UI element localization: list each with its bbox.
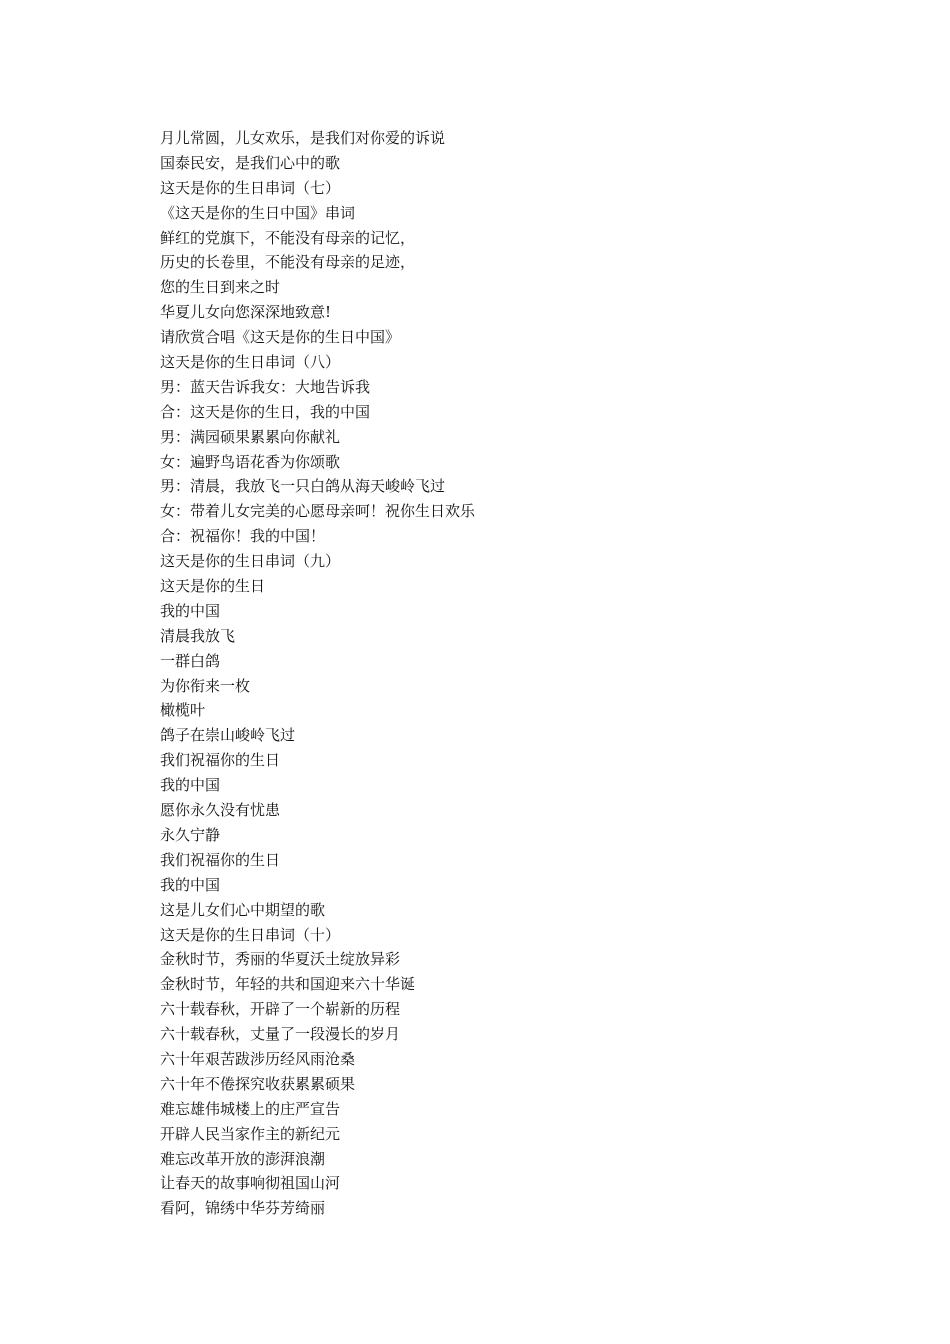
text-line: 难忘雄伟城楼上的庄严宣告 [160,1099,341,1118]
text-line: 这天是你的生日串词（八） [160,353,341,372]
text-line: 金秋时节，秀丽的华夏沃土绽放异彩 [160,950,401,969]
document-body [160,126,800,1221]
text-line: 这天是你的生日串词（九） [160,552,341,571]
text-line: 这天是你的生日串词（七） [160,178,341,197]
text-line: 这天是你的生日串词（十） [160,925,341,944]
text-line: 六十载春秋，丈量了一段漫长的岁月 [160,1025,401,1044]
text-line: 这是儿女们心中期望的歌 [160,900,326,919]
text-line: 愿你永久没有忧患 [160,801,281,820]
text-line: 合：祝福你！我的中国！ [160,527,326,546]
text-line: 我们祝福你的生日 [160,751,281,770]
text-line: 我的中国 [160,601,221,620]
text-line: 男：清晨，我放飞一只白鸽从海天峻岭飞过 [160,477,446,496]
text-line: 男：满园硕果累累向你献礼 [160,427,341,446]
text-line: 看阿，锦绣中华芬芳绮丽 [160,1199,326,1218]
text-line: 永久宁静 [160,825,221,844]
text-line: 女：带着儿女完美的心愿母亲呵！祝你生日欢乐 [160,502,476,521]
text-line: 为你衔来一枚 [160,676,251,695]
text-line: 合：这天是你的生日，我的中国 [160,402,371,421]
text-line: 男：蓝天告诉我女：大地告诉我 [160,377,371,396]
text-line: 这天是你的生日 [160,577,266,596]
text-line: 《这天是你的生日中国》串词 [160,203,356,222]
text-line: 我的中国 [160,776,221,795]
text-line: 开辟人民当家作主的新纪元 [160,1124,341,1143]
text-line: 金秋时节，年轻的共和国迎来六十华诞 [160,975,416,994]
text-line: 让春天的故事响彻祖国山河 [160,1174,341,1193]
text-line: 您的生日到来之时 [160,278,281,297]
text-line: 鲜红的党旗下，不能没有母亲的记忆， [160,228,416,247]
text-line: 月儿常圆，儿女欢乐，是我们对你爱的诉说 [160,129,446,147]
text-line: 国泰民安，是我们心中的歌 [160,153,341,172]
text-line: 我的中国 [160,875,221,894]
text-line: 六十年艰苦跋涉历经风雨沧桑 [160,1049,356,1068]
text-line: 我们祝福你的生日 [160,850,281,869]
text-line: 清晨我放飞 [160,626,236,645]
text-line: 女：遍野鸟语花香为你颂歌 [160,452,341,471]
text-line: 请欣赏合唱《这天是你的生日中国》 [160,328,401,347]
text-line: 一群白鸽 [160,651,221,670]
text-line: 鸽子在崇山峻岭飞过 [160,726,296,745]
text-line: 难忘改革开放的澎湃浪潮 [160,1149,326,1168]
text-line: 六十年不倦探究收获累累硕果 [160,1074,356,1093]
text-line: 华夏儿女向您深深地致意! [160,303,332,322]
text-line: 橄榄叶 [160,701,206,720]
text-line: 六十载春秋，开辟了一个崭新的历程 [160,1000,401,1019]
text-line: 历史的长卷里，不能没有母亲的足迹， [160,253,416,272]
